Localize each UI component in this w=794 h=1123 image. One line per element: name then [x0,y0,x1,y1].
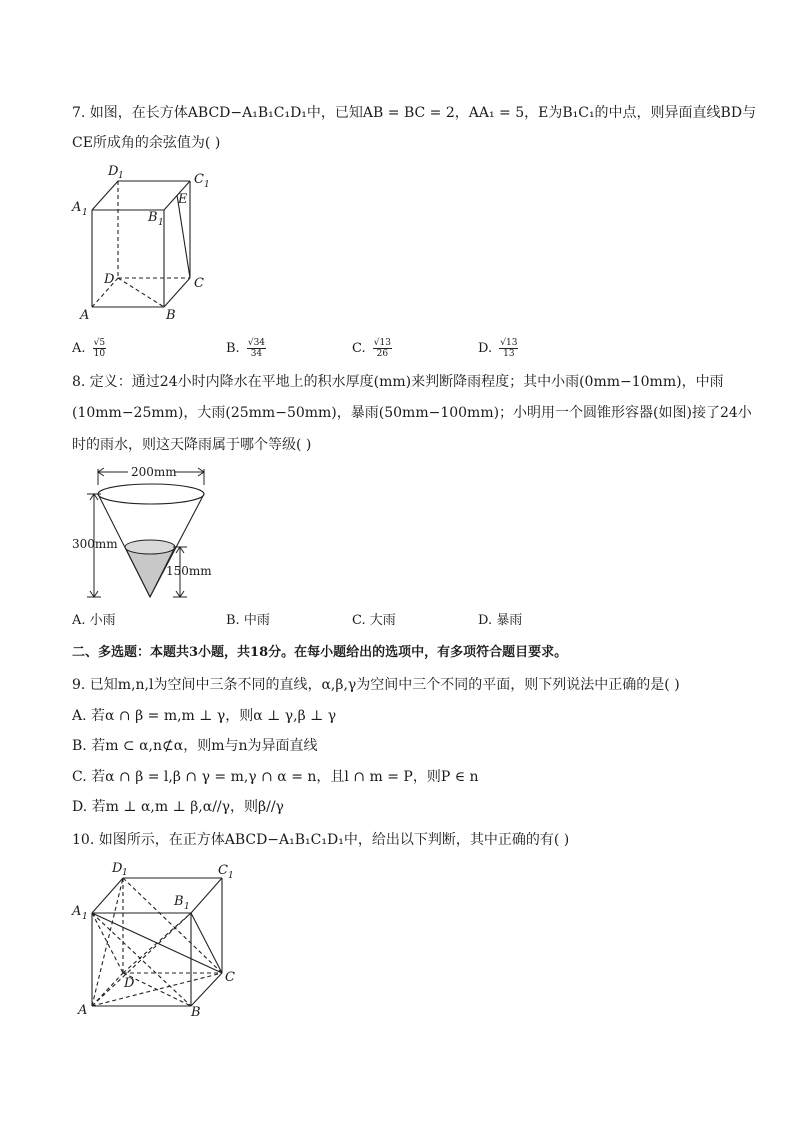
q7-label-C1-sub: 1 [204,180,210,190]
q7-option-b-fraction [247,338,266,359]
q7-option-a-den: 10 [93,349,106,359]
q7-option-d-num: √13 [500,338,518,348]
q10-label-D1-sub: 1 [122,868,128,878]
q7-label-D: D [104,272,115,287]
q10-label-B: B [191,1005,201,1020]
q7-label-E: E [178,192,188,207]
q9-option-d: D. 若m ⊥ α,m ⊥ β,α//γ，则β//γ [72,799,284,815]
q7-option-d [478,338,518,359]
q7-option-d-den: 13 [503,349,515,359]
q7-option-a [72,338,106,359]
q7-stem-line1: 7. 如图，在长方体ABCD−A₁B₁C₁D₁中，已知AB = BC = 2，AA₁ = 5，E为B₁C₁的中点，则异面直线BD与 [72,105,757,121]
q7-option-a-letter: A. [72,341,86,356]
q10-label-C1-sub: 1 [228,871,234,881]
q10-figure [72,856,247,1021]
q7-option-c-letter: C. [352,341,366,356]
q8-option-c-text: 大雨 [369,613,396,628]
q10-label-B1: B [174,894,184,909]
q8-stem-line3: 时的雨水，则这天降雨属于哪个等级( ) [72,437,312,453]
q7-stem-line2: CE所成角的余弦值为( ) [72,135,221,151]
q7-label-D1: D [108,164,119,179]
q10-label-D: D [124,976,135,991]
q8-option-b [226,612,270,630]
q10-label-A: A [78,1003,88,1018]
q7-label-A1: A [72,200,82,215]
q7-label-C1: C [194,172,204,187]
q10-label-A1: A [72,904,82,919]
q7-option-b-num: √34 [247,338,266,348]
q7-label-B: B [166,308,176,323]
q9-option-a: A. 若α ∩ β = m,m ⊥ γ，则α ⊥ γ,β ⊥ γ [72,708,337,724]
q8-option-d-text: 暴雨 [496,613,523,628]
q10-stem: 10. 如图所示，在正方体ABCD−A₁B₁C₁D₁中，给出以下判断，其中正确的有( ) [72,832,570,848]
q7-label-A: A [80,308,90,323]
q7-option-d-letter: D. [478,341,493,356]
q7-label-C: C [194,276,204,291]
q10-label-C: C [225,970,235,985]
q8-stem-line1: 8. 定义：通过24小时内降水在平地上的积水厚度(mm)来判断降雨程度；其中小雨(0mm−10mm)，中雨 [72,374,724,390]
q7-option-d-fraction [499,338,518,359]
q10-label-C1: C [218,863,228,878]
q7-figure [72,165,222,325]
q7-label-B1-sub: 1 [158,218,164,228]
q10-label-D1: D [112,861,123,876]
q7-option-c-num: √13 [373,338,391,348]
q8-option-b-letter: B. [226,613,240,628]
q7-option-b [226,338,266,359]
q9-option-c: C. 若α ∩ β = l,β ∩ γ = m,γ ∩ α = n，且l ∩ m = P，则P ∈ n [72,769,479,785]
q8-option-d-letter: D. [478,613,493,628]
q7-option-a-fraction [93,338,106,359]
q7-label-D1-sub: 1 [118,171,124,181]
q10-label-A1-sub: 1 [82,912,88,922]
q8-option-a-text: 小雨 [89,613,116,628]
section-heading-multiple-choice: 二、多选题：本题共3小题，共18分。在每小题给出的选项中，有多项符合题目要求。 [72,645,568,660]
q9-option-b: B. 若m ⊂ α,n⊄α，则m与n为异面直线 [72,738,318,754]
q8-figure [72,463,242,608]
q8-label-height: 300mm [72,537,118,551]
q8-option-a [72,612,116,630]
q8-option-a-letter: A. [72,613,86,628]
q8-option-c-letter: C. [352,613,366,628]
q7-option-b-den: 34 [250,349,263,359]
q7-label-A1-sub: 1 [82,208,88,218]
q7-option-c-fraction [373,338,392,359]
q8-option-d [478,612,522,630]
q8-stem-line2: (10mm−25mm)，大雨(25mm−50mm)，暴雨(50mm−100mm)；小明用一个圆锥形容器(如图)接了24小 [72,405,752,421]
q8-label-top-width: 200mm [131,465,177,479]
q8-option-c [352,612,396,630]
q9-stem: 9. 已知m,n,l为空间中三条不同的直线，α,β,γ为空间中三个不同的平面，则下列说法中正确的是( ) [72,677,680,693]
q10-label-B1-sub: 1 [184,902,190,912]
q7-option-c-den: 26 [376,349,389,359]
q7-label-B1: B [148,210,158,225]
q7-option-b-letter: B. [226,341,240,356]
q7-option-a-num: √5 [93,338,106,348]
q8-label-water-depth: 150mm [166,564,212,578]
q7-option-c [352,338,392,359]
q8-option-b-text: 中雨 [243,613,270,628]
